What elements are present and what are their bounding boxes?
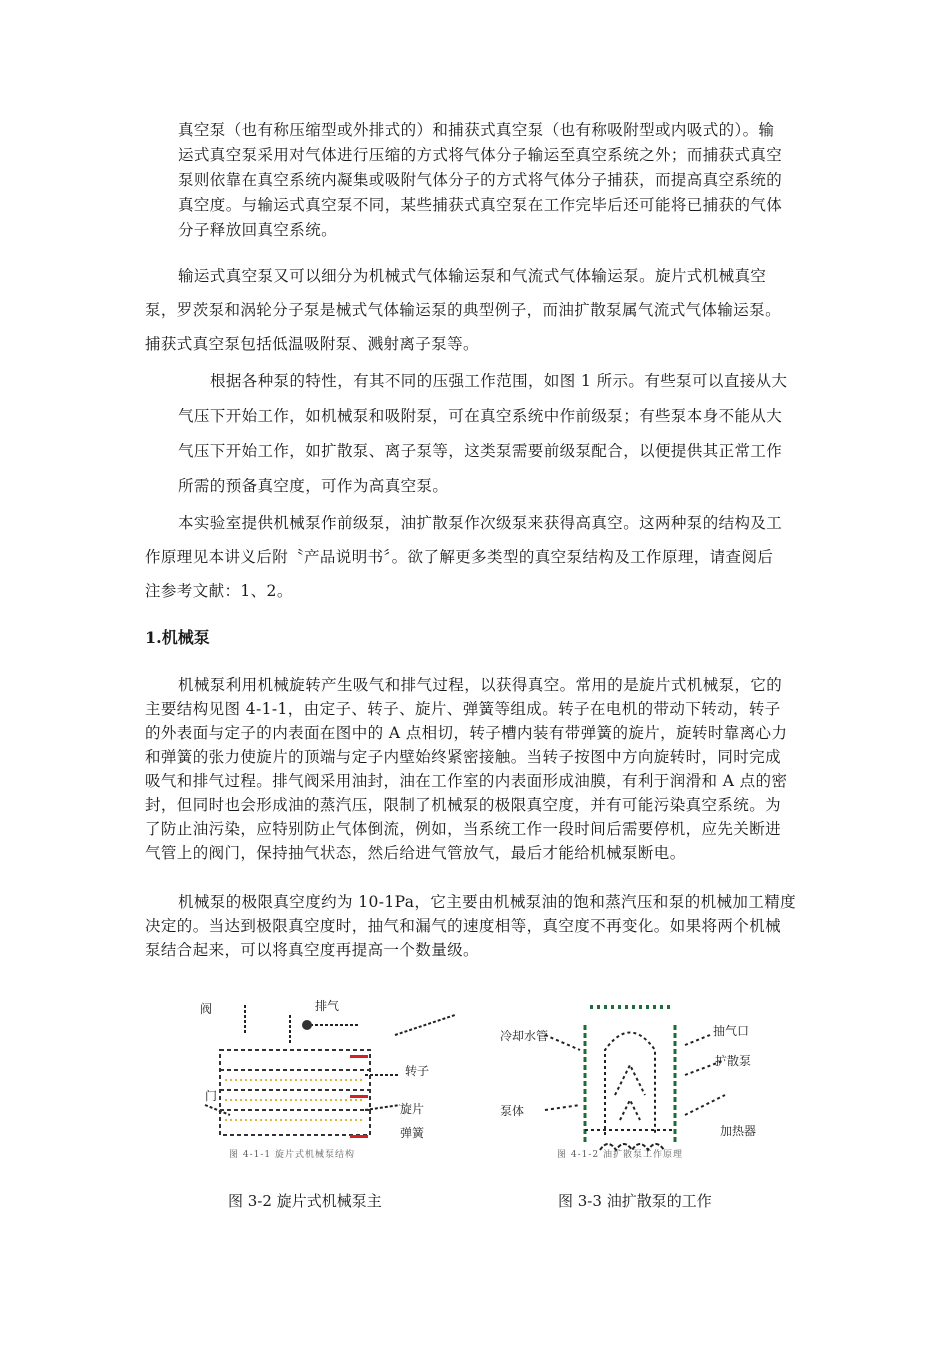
figure-label: 冷却水管 (500, 1029, 549, 1043)
figure-label: 排气 (315, 999, 340, 1013)
text-line: 真空泵（也有称压缩型或外排式的）和捕获式真空泵（也有称吸附型或内吸式的）。输 (178, 121, 775, 139)
figure-label: 旋片 (400, 1102, 425, 1116)
text-line: 所需的预备真空度，可作为高真空泵。 (178, 477, 449, 495)
text-line: 运式真空泵采用对气体进行压缩的方式将气体分子输运至真空系统之外；而捕获式真空 (178, 146, 783, 164)
figure-label: 转子 (405, 1064, 430, 1078)
text-line: 泵，罗茨泵和涡轮分子泵是械式气体输运泵的典型例子，而油扩散泵属气流式气体输运泵。 (145, 301, 782, 319)
text-line: 机械泵利用机械旋转产生吸气和排气过程，以获得真空。常用的是旋片式机械泵，它的 (178, 676, 783, 694)
figure-rotary-vane-pump (195, 995, 475, 1160)
text-line: 气压下开始工作，如机械泵和吸附泵，可在真空系统中作前级泵；有些泵本身不能从大 (178, 407, 783, 425)
text-line: 决定的。当达到极限真空度时，抽气和漏气的速度相等，真空度不再变化。如果将两个机械 (145, 917, 782, 935)
text-line: 了防止油污染，应特别防止气体倒流，例如，当系统工作一段时间后需要停机，应先关断进 (145, 820, 782, 838)
text-line: 泵则依靠在真空系统内凝集或吸附气体分子的方式将气体分子捕获，而提高真空系统的 (178, 171, 783, 189)
oil-diffusion-pump-diagram (495, 995, 775, 1155)
text-line: 吸气和排气过程。排气阀采用油封，油在工作室的内表面形成油膜，有利于润滑和 A 点的密 (145, 772, 788, 790)
text-line: 气压下开始工作，如扩散泵、离子泵等，这类泵需要前级泵配合，以便提供其正常工作 (178, 442, 783, 460)
text-line: 分子释放回真空系统。 (178, 221, 338, 239)
text-line: 主要结构见图 4-1-1，由定子、转子、旋片、弹簧等组成。转子在电机的带动下转动，转子 (145, 700, 781, 718)
text-line: 捕获式真空泵包括低温吸附泵、溅射离子泵等。 (145, 335, 479, 353)
figure-label: 门 (205, 1089, 218, 1103)
text-line: 真空度。与输运式真空泵不同，某些捕获式真空泵在工作完毕后还可能将已捕获的气体 (178, 196, 783, 214)
text-line: 和弹簧的张力使旋片的顶端与定子内壁始终紧密接触。当转子按图中方向旋转时，同时完成 (145, 748, 782, 766)
text-line: 注参考文献：1、2。 (145, 582, 293, 600)
section-heading: 1.机械泵 (145, 628, 210, 647)
figure-caption-small: 图 4-1-2 油扩散泵工作原理 (557, 1150, 683, 1160)
figure-label: 弹簧 (400, 1126, 425, 1140)
figure-label: 扩散泵 (715, 1054, 752, 1068)
figure-caption-left: 图 3-2 旋片式机械泵主 (228, 1192, 382, 1210)
text-line: 输运式真空泵又可以细分为机械式气体输运泵和气流式气体输运泵。旋片式机械真空 (178, 267, 767, 285)
text-line: 气管上的阀门，保持抽气状态，然后给进气管放气，最后才能给机械泵断电。 (145, 844, 686, 862)
text-line: 本实验室提供机械泵作前级泵，油扩散泵作次级泵来获得高真空。这两种泵的结构及工 (178, 514, 783, 532)
text-line: 作原理见本讲义后附〝产品说明书〞。欲了解更多类型的真空泵结构及工作原理，请查阅后 (145, 548, 774, 566)
figure-caption-right: 图 3-3 油扩散泵的工作 (558, 1192, 712, 1210)
text-line: 的外表面与定子的内表面在图中的 A 点相切，转子槽内装有带弹簧的旋片，旋转时靠离心力 (145, 724, 788, 742)
text-line: 根据各种泵的特性，有其不同的压强工作范围，如图 1 所示。有些泵可以直接从大 (210, 372, 788, 390)
figure-label: 加热器 (720, 1124, 757, 1138)
rotary-vane-pump-diagram (195, 995, 475, 1155)
figure-oil-diffusion-pump (495, 995, 775, 1160)
text-line: 泵结合起来，可以将真空度再提高一个数量级。 (145, 941, 479, 959)
figure-caption-small: 图 4-1-1 旋片式机械泵结构 (229, 1150, 355, 1160)
figure-label: 泵体 (500, 1104, 525, 1118)
text-line: 机械泵的极限真空度约为 10-1Pa，它主要由机械泵油的饱和蒸汽压和泵的机械加工精度 (178, 893, 797, 911)
text-line: 封，但同时也会形成油的蒸汽压，限制了机械泵的极限真空度，并有可能污染真空系统。为 (145, 796, 782, 814)
figure-label: 阀 (200, 1002, 213, 1016)
figure-label: 抽气口 (713, 1024, 750, 1038)
